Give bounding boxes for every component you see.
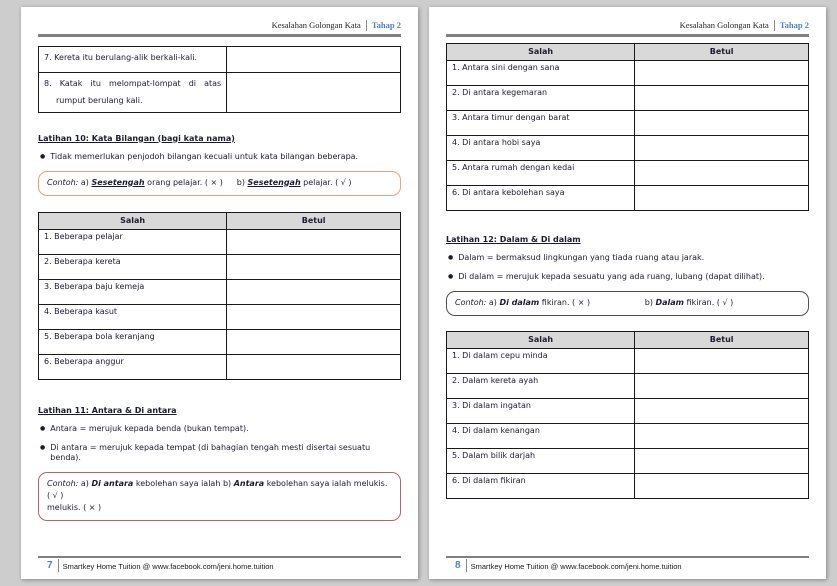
page-footer bbox=[446, 553, 809, 573]
column-header-salah: Salah bbox=[447, 43, 635, 60]
bullet-item bbox=[446, 272, 809, 282]
salah-cell: 5. Antara rumah dengan kedai bbox=[447, 160, 635, 185]
table-header-row bbox=[39, 212, 401, 229]
contoh-a-rest: orang pelajar. ( × ) bbox=[144, 177, 223, 187]
betul-cell bbox=[635, 85, 809, 110]
header-divider bbox=[774, 20, 775, 31]
contoh-b-rest: pelajar. ( √ ) bbox=[300, 177, 352, 187]
salah-cell: 3. Di dalam ingatan bbox=[447, 398, 635, 423]
page-header bbox=[38, 20, 401, 31]
betul-cell bbox=[227, 279, 401, 304]
footer-rule bbox=[38, 556, 401, 559]
table-row bbox=[447, 348, 809, 373]
table-row bbox=[447, 85, 809, 110]
table-row bbox=[39, 46, 401, 72]
betul-cell bbox=[635, 110, 809, 135]
salah-cell: 1. Beberapa pelajar bbox=[39, 229, 227, 254]
betul-cell bbox=[635, 348, 809, 373]
betul-cell bbox=[227, 229, 401, 254]
table-row bbox=[447, 160, 809, 185]
table-row bbox=[39, 354, 401, 379]
table-row bbox=[39, 254, 401, 279]
contoh-a-prefix: a) bbox=[80, 177, 89, 187]
table-row bbox=[447, 423, 809, 448]
bullet-text: Di dalam = merujuk kepada sesuatu yang ada ruang, lubang (dapat dilihat). bbox=[458, 271, 765, 281]
header-title: Kesalahan Golongan Kata bbox=[679, 20, 769, 30]
salah-cell: 3. Antara timur dengan barat bbox=[447, 110, 635, 135]
contoh-box-latihan-12 bbox=[446, 291, 809, 316]
footer-row bbox=[446, 559, 809, 572]
header-rule bbox=[38, 34, 401, 37]
salah-cell: 3. Beberapa baju kemeja bbox=[39, 279, 227, 304]
betul-cell bbox=[635, 60, 809, 85]
bullet-text: Antara = merujuk kepada benda (bukan tempat). bbox=[50, 423, 249, 433]
contoh-a-rest: kebolehan saya ialah bbox=[133, 478, 221, 488]
page-2 bbox=[429, 7, 826, 579]
table-row bbox=[447, 60, 809, 85]
betul-cell bbox=[635, 448, 809, 473]
page-1-content bbox=[21, 20, 418, 586]
salah-cell: 2. Beberapa kereta bbox=[39, 254, 227, 279]
footer-divider bbox=[58, 559, 59, 572]
contoh-item-a bbox=[455, 297, 645, 309]
table-header-row bbox=[447, 43, 809, 60]
column-header-salah: Salah bbox=[447, 331, 635, 348]
column-header-salah: Salah bbox=[39, 212, 227, 229]
contoh-a-prefix: a) bbox=[80, 478, 89, 488]
contoh-b-rest: kebolehan saya ialah melukis. ( √ ) bbox=[47, 478, 388, 500]
contoh-a-prefix: a) bbox=[488, 297, 497, 307]
betul-cell bbox=[227, 329, 401, 354]
footer-text: Smartkey Home Tuition @ www.facebook.com/jeni.home.tuition bbox=[470, 561, 682, 571]
question-cell bbox=[39, 46, 227, 72]
bullet-icon: ● bbox=[40, 424, 46, 432]
contoh-label: Contoh: bbox=[47, 177, 79, 187]
question-cell bbox=[39, 72, 227, 112]
contoh-b-keyword: Sesetengah bbox=[247, 177, 301, 187]
betul-cell bbox=[635, 135, 809, 160]
header-title: Kesalahan Golongan Kata bbox=[271, 20, 361, 30]
contoh-b-prefix: b) bbox=[644, 297, 653, 307]
bullet-item bbox=[38, 152, 401, 162]
table-row bbox=[447, 373, 809, 398]
contoh-b-prefix: b) bbox=[222, 478, 232, 488]
salah-cell: 4. Di antara hobi saya bbox=[447, 135, 635, 160]
betul-cell bbox=[635, 423, 809, 448]
bullet-icon: ● bbox=[448, 272, 454, 280]
contoh-a-keyword: Di antara bbox=[91, 478, 134, 488]
betul-cell bbox=[635, 398, 809, 423]
contoh-box-latihan-10 bbox=[38, 171, 401, 196]
betul-cell bbox=[227, 354, 401, 379]
bullet-text: Dalam = bermaksud lingkungan yang tiada ruang atau jarak. bbox=[458, 252, 705, 262]
salah-cell: 4. Beberapa kasut bbox=[39, 304, 227, 329]
page-number: 7 bbox=[47, 560, 53, 571]
contoh-b-keyword: Dalam bbox=[655, 297, 685, 307]
column-header-betul: Betul bbox=[227, 212, 401, 229]
betul-cell bbox=[227, 304, 401, 329]
salah-cell: 6. Beberapa anggur bbox=[39, 354, 227, 379]
table-row bbox=[39, 279, 401, 304]
table-row bbox=[447, 473, 809, 498]
betul-cell bbox=[635, 473, 809, 498]
question-text: 7. Kereta itu berulang-alik berkali-kali. bbox=[44, 52, 197, 62]
section-heading-latihan-11: Latihan 11: Antara & Di antara bbox=[38, 405, 177, 415]
table-row bbox=[39, 229, 401, 254]
salah-cell: 1. Di dalam cepu minda bbox=[447, 348, 635, 373]
header-badge: Tahap 2 bbox=[371, 20, 401, 30]
bullet-text: Di antara = merujuk kepada tempat (di bahagian tengah mesti disertai sesuatu benda). bbox=[50, 442, 371, 462]
contoh-item-b bbox=[237, 178, 352, 187]
table-row bbox=[39, 304, 401, 329]
contoh-label: Contoh: bbox=[47, 478, 79, 488]
question-text: 8. Katak itu melompat-lompat di atas rumput berulang kali. bbox=[44, 78, 222, 105]
contoh-a-keyword: Di dalam bbox=[499, 297, 540, 307]
contoh-b-keyword: Antara bbox=[233, 478, 265, 488]
page-number: 8 bbox=[455, 560, 461, 571]
answer-cell bbox=[227, 46, 401, 72]
footer-row bbox=[38, 559, 401, 572]
footer-rule bbox=[446, 556, 809, 559]
contoh-item-a bbox=[47, 177, 237, 189]
salah-cell: 5. Dalam bilik darjah bbox=[447, 448, 635, 473]
continued-question-table bbox=[38, 46, 401, 113]
contoh-a-rest: fikiran. ( × ) bbox=[539, 297, 591, 307]
page-1 bbox=[21, 7, 418, 579]
salah-cell: 5. Beberapa bola keranjang bbox=[39, 329, 227, 354]
header-badge: Tahap 2 bbox=[779, 20, 809, 30]
contoh-item-b bbox=[645, 298, 733, 307]
footer-text: Smartkey Home Tuition @ www.facebook.com/jeni.home.tuition bbox=[62, 561, 274, 571]
betul-cell bbox=[227, 254, 401, 279]
page-2-content bbox=[429, 20, 826, 586]
betul-cell bbox=[635, 185, 809, 210]
section-heading-latihan-12: Latihan 12: Dalam & Di dalam bbox=[446, 234, 581, 244]
salah-cell: 2. Dalam kereta ayah bbox=[447, 373, 635, 398]
table-row bbox=[447, 398, 809, 423]
bullet-item bbox=[446, 253, 809, 263]
salah-betul-table bbox=[446, 43, 809, 211]
column-header-betul: Betul bbox=[635, 43, 809, 60]
salah-betul-table bbox=[446, 331, 809, 499]
footer-divider bbox=[466, 559, 467, 572]
table-header-row bbox=[447, 331, 809, 348]
table-row bbox=[447, 135, 809, 160]
page-header bbox=[446, 20, 809, 31]
salah-cell: 4. Di dalam kenangan bbox=[447, 423, 635, 448]
contoh-box-latihan-11 bbox=[38, 472, 401, 521]
bullet-icon: ● bbox=[448, 253, 454, 261]
salah-cell: 6. Di antara kebolehan saya bbox=[447, 185, 635, 210]
contoh-label: Contoh: bbox=[455, 297, 487, 307]
table-row bbox=[447, 448, 809, 473]
header-divider bbox=[366, 20, 367, 31]
table-row bbox=[39, 329, 401, 354]
betul-cell bbox=[635, 160, 809, 185]
answer-cell bbox=[227, 72, 401, 112]
salah-cell: 1. Antara sini dengan sana bbox=[447, 60, 635, 85]
table-row bbox=[447, 110, 809, 135]
bullet-icon: ● bbox=[40, 152, 46, 160]
bullet-item bbox=[38, 443, 401, 463]
bullet-icon: ● bbox=[40, 443, 46, 451]
table-row bbox=[447, 185, 809, 210]
header-rule bbox=[446, 34, 809, 37]
column-header-betul: Betul bbox=[635, 331, 809, 348]
contoh-b-rest: fikiran. ( √ ) bbox=[684, 297, 734, 307]
table-row bbox=[39, 72, 401, 112]
salah-betul-table bbox=[38, 212, 401, 380]
betul-cell bbox=[635, 373, 809, 398]
contoh-b-prefix: b) bbox=[236, 177, 245, 187]
page-footer bbox=[38, 553, 401, 573]
contoh-a-keyword: Sesetengah bbox=[91, 177, 145, 187]
salah-cell: 2. Di antara kegemaran bbox=[447, 85, 635, 110]
contoh-continuation-line: melukis. ( × ) bbox=[47, 502, 102, 512]
salah-cell: 6. Di dalam fikiran bbox=[447, 473, 635, 498]
bullet-text: Tidak memerlukan penjodoh bilangan kecuali untuk kata bilangan beberapa. bbox=[50, 151, 359, 161]
section-heading-latihan-10: Latihan 10: Kata Bilangan (bagi kata nama) bbox=[38, 133, 235, 143]
bullet-item bbox=[38, 424, 401, 434]
